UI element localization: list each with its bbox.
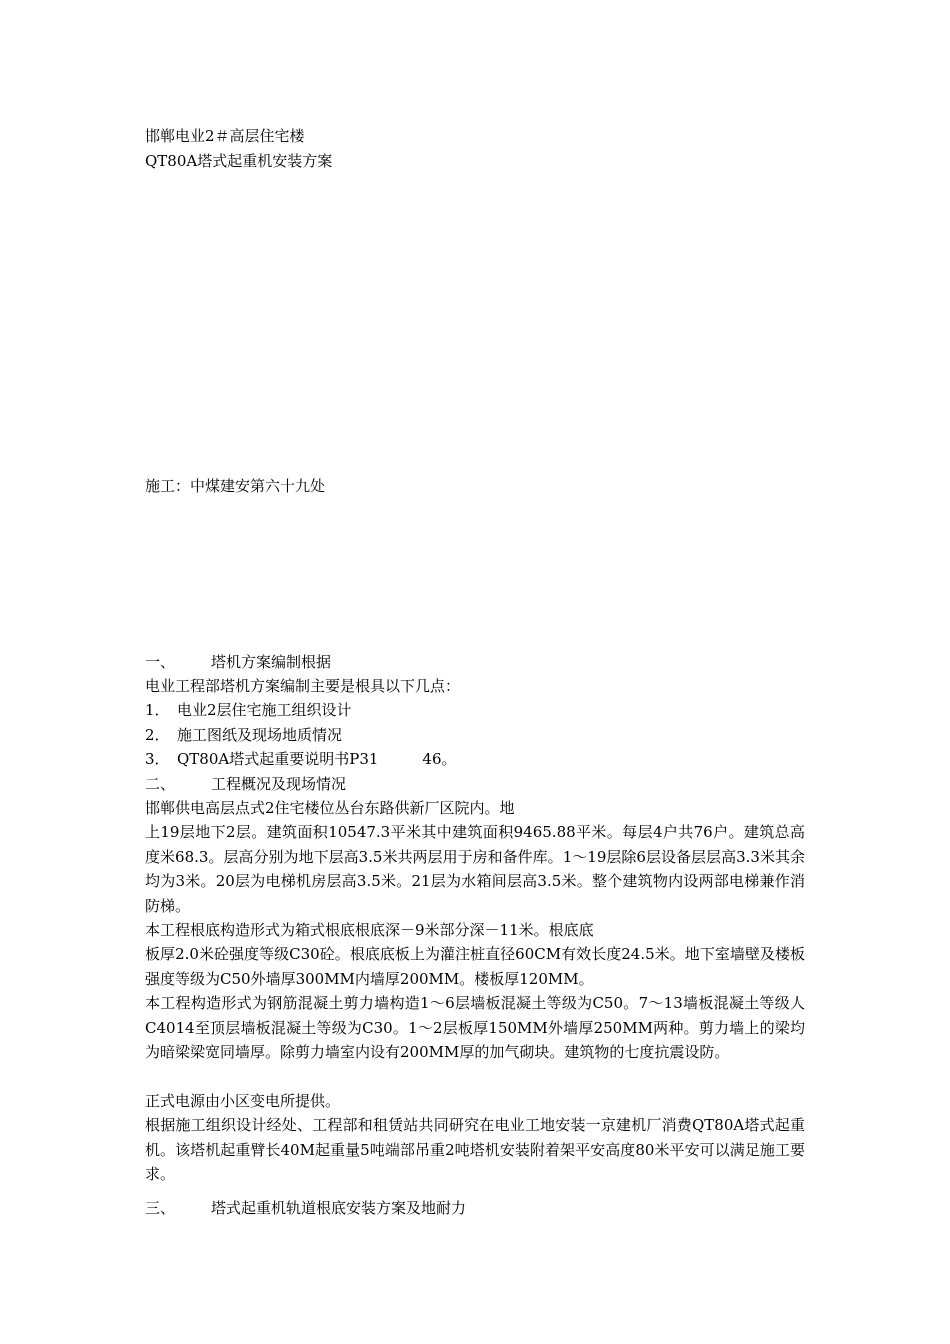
cover-title-line-1: 邯郸电业2＃高层住宅楼: [145, 127, 305, 145]
paragraph-3: 本工程构造形式为钢筋混凝土剪力墙构造1～6层墙板混凝土等级为C50。7～13墙板混凝土等级人C4014至顶层墙板混凝土等级为C30。1～2层板厚150MM外墙厚250MM两种。剪力墙上的梁均为暗梁梁宽同墙厚。除剪力墙室内设有200MM厚的加气砌块。建筑物的七度抗震设防。: [145, 994, 805, 1061]
list-item-number: 1．: [145, 701, 170, 719]
list-item: [145, 725, 342, 745]
section-3-heading: [145, 1198, 466, 1218]
section-title: 塔式起重机轨道根底安装方案及地耐力: [211, 1199, 467, 1217]
section-2-heading: [145, 774, 346, 794]
section-1-heading: [145, 652, 331, 672]
list-item-text: 施工图纸及现场地质情况: [177, 726, 343, 744]
paragraph-1-body: 上19层地下2层。建筑面积10547.3平米其中建筑面积9465.88平米。每层4户共76户。建筑总高度米68.3。层高分别为地下层高3.5米共两层用于房和备件库。1～19层除6层设备层层高3.3米其余均为3米。20层为电梯机房层高3.5米。21层为水箱间层高3.5米。整个建筑物内设两部电梯兼作消防梯。: [145, 823, 805, 915]
list-item: [145, 700, 352, 720]
section-1-intro: 电业工程部塔机方案编制主要是根具以下几点：: [145, 677, 461, 695]
paragraph-2-body: 板厚2.0米砼强度等级C30砼。根底底板上为灌注桩直径60CM有效长度24.5米。地下室墙壁及楼板强度等级为C50外墙厚300MM内墙厚200MM。楼板厚120MM。: [145, 945, 805, 988]
paragraph-5: 根据施工组织设计经处、工程部和租赁站共同研究在电业工地安装一京建机厂消费QT80A塔式起重机。该塔机起重臂长40M起重量5吨端部吊重2吨塔机安装附着架平安高度80米平安可以满足施工要求。: [145, 1116, 805, 1183]
list-item-number: 3．: [145, 750, 170, 768]
section-number: 一、: [145, 653, 176, 671]
paragraph-4: 正式电源由小区变电所提供。: [145, 1092, 341, 1110]
section-title: 工程概况及现场情况: [211, 775, 347, 793]
section-title: 塔机方案编制根据: [211, 653, 332, 671]
list-item-number: 2．: [145, 726, 170, 744]
list-item-suffix: 46。: [422, 750, 457, 768]
list-item-text: 电业2层住宅施工组织设计: [177, 701, 352, 719]
list-item: [145, 749, 457, 769]
paragraph-2-line-1: 本工程根底构造形式为箱式根底根底深－9米部分深－11米。根底底: [145, 921, 594, 939]
section-number: 二、: [145, 775, 176, 793]
section-number: 三、: [145, 1199, 176, 1217]
cover-title-line-2: QT80A塔式起重机安装方案: [145, 152, 333, 170]
contractor-line: 施工：中煤建安第六十九处: [145, 477, 326, 495]
list-item-text: QT80A塔式起重要说明书P31: [177, 750, 379, 768]
paragraph-1-line-1: 邯郸供电高层点式2住宅楼位丛台东路供新厂区院内。地: [145, 799, 515, 817]
